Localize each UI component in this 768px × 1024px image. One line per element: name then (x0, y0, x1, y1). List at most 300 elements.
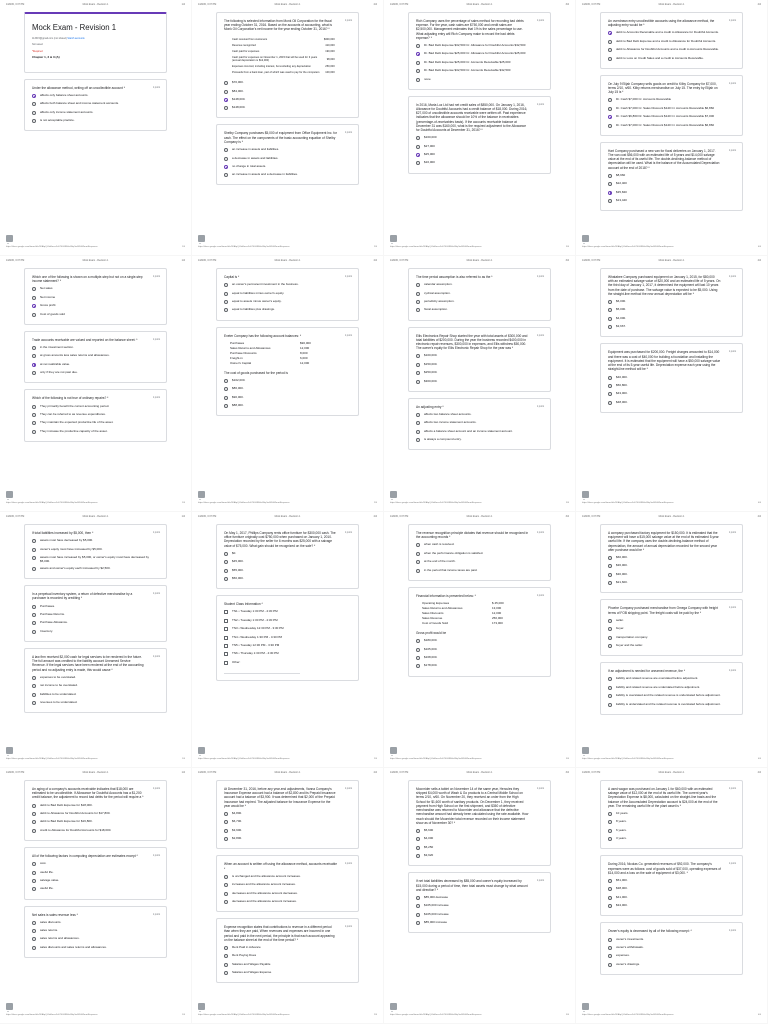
radio-icon[interactable] (608, 904, 612, 908)
answer-option[interactable] (224, 812, 351, 817)
answer-option[interactable] (32, 879, 159, 884)
answer-option[interactable] (608, 115, 735, 120)
radio-icon[interactable] (608, 837, 612, 841)
radio-icon[interactable] (416, 61, 420, 65)
answer-option[interactable] (32, 693, 159, 698)
radio-icon[interactable] (224, 883, 228, 887)
radio-icon[interactable] (224, 300, 228, 304)
answer-option[interactable] (608, 677, 735, 682)
radio-selected-icon[interactable] (608, 115, 612, 119)
answer-option[interactable] (224, 900, 351, 905)
radio-icon[interactable] (32, 929, 36, 933)
radio-icon[interactable] (416, 904, 420, 908)
radio-icon[interactable] (32, 102, 36, 106)
answer-option[interactable] (32, 94, 159, 99)
radio-icon[interactable] (224, 292, 228, 296)
answer-option[interactable] (32, 111, 159, 116)
radio-icon[interactable] (608, 401, 612, 405)
answer-option[interactable] (416, 656, 543, 661)
checkbox-icon[interactable] (224, 644, 228, 648)
radio-icon[interactable] (32, 862, 36, 866)
answer-option[interactable] (32, 605, 159, 610)
answer-option[interactable] (608, 694, 735, 699)
answer-option[interactable] (416, 560, 543, 565)
answer-option[interactable] (608, 376, 735, 381)
answer-option[interactable] (224, 552, 351, 557)
radio-icon[interactable] (32, 567, 36, 571)
radio-icon[interactable] (608, 384, 612, 388)
radio-icon[interactable] (224, 552, 228, 556)
radio-icon[interactable] (608, 644, 612, 648)
radio-icon[interactable] (224, 404, 228, 408)
answer-option[interactable] (608, 40, 735, 45)
answer-option[interactable] (32, 676, 159, 681)
radio-icon[interactable] (608, 954, 612, 958)
answer-option[interactable] (416, 921, 543, 926)
answer-option[interactable] (416, 438, 543, 443)
radio-icon[interactable] (32, 879, 36, 883)
answer-option[interactable] (416, 371, 543, 376)
answer-option[interactable] (608, 98, 735, 103)
radio-icon[interactable] (416, 44, 420, 48)
answer-option[interactable] (224, 875, 351, 880)
answer-option[interactable] (416, 430, 543, 435)
radio-icon[interactable] (32, 430, 36, 434)
answer-option[interactable] (416, 829, 543, 834)
radio-icon[interactable] (224, 173, 228, 177)
answer-option[interactable] (416, 300, 543, 305)
radio-icon[interactable] (224, 569, 228, 573)
radio-icon[interactable] (224, 946, 228, 950)
answer-option[interactable] (416, 283, 543, 288)
answer-option[interactable] (32, 304, 159, 309)
radio-selected-icon[interactable] (608, 31, 612, 35)
answer-option[interactable] (416, 639, 543, 644)
radio-icon[interactable] (608, 887, 612, 891)
radio-icon[interactable] (32, 820, 36, 824)
radio-icon[interactable] (416, 69, 420, 73)
radio-icon[interactable] (32, 287, 36, 291)
answer-option[interactable] (224, 569, 351, 574)
checkbox-option[interactable] (224, 619, 351, 624)
answer-option[interactable] (32, 102, 159, 107)
radio-icon[interactable] (32, 937, 36, 941)
radio-icon[interactable] (608, 300, 612, 304)
radio-icon[interactable] (608, 564, 612, 568)
answer-option[interactable] (32, 804, 159, 809)
answer-option[interactable] (224, 157, 351, 162)
answer-option[interactable] (224, 396, 351, 401)
radio-icon[interactable] (416, 430, 420, 434)
answer-option[interactable] (608, 686, 735, 691)
radio-icon[interactable] (416, 145, 420, 149)
answer-option[interactable] (416, 552, 543, 557)
checkbox-icon[interactable] (224, 619, 228, 623)
radio-icon[interactable] (608, 812, 612, 816)
answer-option[interactable] (32, 887, 159, 892)
answer-option[interactable] (416, 421, 543, 426)
radio-icon[interactable] (608, 820, 612, 824)
answer-option[interactable] (32, 287, 159, 292)
answer-option[interactable] (416, 664, 543, 669)
radio-icon[interactable] (32, 539, 36, 543)
radio-icon[interactable] (608, 392, 612, 396)
radio-icon[interactable] (608, 98, 612, 102)
radio-icon[interactable] (32, 421, 36, 425)
radio-icon[interactable] (32, 296, 36, 300)
answer-option[interactable] (608, 837, 735, 842)
radio-icon[interactable] (608, 57, 612, 61)
radio-icon[interactable] (416, 837, 420, 841)
radio-icon[interactable] (32, 613, 36, 617)
answer-option[interactable] (32, 937, 159, 942)
radio-icon[interactable] (416, 656, 420, 660)
radio-icon[interactable] (608, 946, 612, 950)
radio-icon[interactable] (608, 308, 612, 312)
radio-icon[interactable] (416, 78, 420, 82)
radio-icon[interactable] (416, 438, 420, 442)
radio-icon[interactable] (32, 111, 36, 115)
radio-icon[interactable] (32, 676, 36, 680)
radio-icon[interactable] (608, 199, 612, 203)
radio-icon[interactable] (416, 648, 420, 652)
radio-icon[interactable] (224, 387, 228, 391)
radio-icon[interactable] (416, 380, 420, 384)
radio-icon[interactable] (32, 346, 36, 350)
answer-option[interactable] (32, 684, 159, 689)
answer-option[interactable] (608, 896, 735, 901)
answer-option[interactable] (224, 106, 351, 111)
radio-icon[interactable] (224, 875, 228, 879)
answer-option[interactable] (608, 182, 735, 187)
radio-icon[interactable] (416, 921, 420, 925)
radio-icon[interactable] (224, 81, 228, 85)
answer-option[interactable] (224, 577, 351, 582)
radio-icon[interactable] (416, 913, 420, 917)
radio-icon[interactable] (224, 577, 228, 581)
radio-icon[interactable] (608, 48, 612, 52)
radio-icon[interactable] (32, 605, 36, 609)
answer-option[interactable] (416, 896, 543, 901)
answer-option[interactable] (416, 380, 543, 385)
answer-option[interactable] (416, 543, 543, 548)
radio-icon[interactable] (32, 871, 36, 875)
radio-icon[interactable] (32, 946, 36, 950)
radio-icon[interactable] (32, 413, 36, 417)
radio-icon[interactable] (224, 837, 228, 841)
answer-option[interactable] (32, 405, 159, 410)
answer-option[interactable] (32, 630, 159, 635)
radio-icon[interactable] (608, 938, 612, 942)
checkbox-icon[interactable] (224, 636, 228, 640)
answer-option[interactable] (224, 404, 351, 409)
answer-option[interactable] (224, 946, 351, 951)
radio-icon[interactable] (224, 954, 228, 958)
checkbox-option[interactable] (224, 652, 351, 657)
answer-option[interactable] (608, 636, 735, 641)
answer-option[interactable] (608, 107, 735, 112)
radio-icon[interactable] (224, 971, 228, 975)
radio-icon[interactable] (32, 405, 36, 409)
radio-selected-icon[interactable] (416, 153, 420, 157)
radio-icon[interactable] (32, 354, 36, 358)
answer-option[interactable] (608, 644, 735, 649)
answer-option[interactable] (416, 61, 543, 66)
radio-icon[interactable] (416, 300, 420, 304)
answer-option[interactable] (416, 292, 543, 297)
radio-icon[interactable] (224, 829, 228, 833)
answer-option[interactable] (416, 569, 543, 574)
radio-icon[interactable] (32, 371, 36, 375)
answer-option[interactable] (32, 621, 159, 626)
radio-icon[interactable] (32, 921, 36, 925)
answer-option[interactable] (224, 387, 351, 392)
answer-option[interactable] (608, 199, 735, 204)
answer-option[interactable] (608, 124, 735, 129)
radio-selected-icon[interactable] (608, 191, 612, 195)
answer-option[interactable] (416, 413, 543, 418)
radio-icon[interactable] (224, 892, 228, 896)
answer-option[interactable] (608, 317, 735, 322)
answer-option[interactable] (224, 379, 351, 384)
radio-icon[interactable] (608, 325, 612, 329)
answer-option[interactable] (32, 567, 159, 572)
answer-option[interactable] (32, 556, 159, 564)
answer-option[interactable] (32, 371, 159, 376)
answer-option[interactable] (224, 98, 351, 103)
radio-icon[interactable] (608, 636, 612, 640)
radio-icon[interactable] (224, 812, 228, 816)
radio-icon[interactable] (224, 900, 228, 904)
radio-icon[interactable] (608, 124, 612, 128)
answer-option[interactable] (224, 883, 351, 888)
answer-option[interactable] (32, 921, 159, 926)
radio-icon[interactable] (608, 182, 612, 186)
radio-icon[interactable] (32, 887, 36, 891)
radio-selected-icon[interactable] (32, 94, 36, 98)
answer-option[interactable] (416, 136, 543, 141)
answer-option[interactable] (608, 556, 735, 561)
checkbox-option[interactable] (224, 636, 351, 641)
radio-icon[interactable] (608, 703, 612, 707)
checkbox-icon[interactable] (224, 661, 228, 665)
radio-selected-icon[interactable] (224, 98, 228, 102)
answer-option[interactable] (608, 581, 735, 586)
radio-icon[interactable] (32, 548, 36, 552)
radio-icon[interactable] (608, 174, 612, 178)
radio-icon[interactable] (32, 804, 36, 808)
answer-option[interactable] (224, 560, 351, 565)
radio-icon[interactable] (32, 693, 36, 697)
checkbox-icon[interactable] (224, 610, 228, 614)
answer-option[interactable] (416, 854, 543, 859)
answer-option[interactable] (608, 57, 735, 62)
answer-option[interactable] (608, 564, 735, 569)
radio-icon[interactable] (224, 379, 228, 383)
radio-icon[interactable] (416, 363, 420, 367)
radio-icon[interactable] (224, 157, 228, 161)
answer-option[interactable] (224, 90, 351, 95)
answer-option[interactable] (416, 145, 543, 150)
answer-option[interactable] (608, 829, 735, 834)
radio-icon[interactable] (224, 106, 228, 110)
answer-option[interactable] (608, 963, 735, 968)
radio-icon[interactable] (608, 317, 612, 321)
radio-icon[interactable] (608, 573, 612, 577)
answer-option[interactable] (32, 421, 159, 426)
answer-option[interactable] (608, 887, 735, 892)
answer-option[interactable] (416, 846, 543, 851)
radio-icon[interactable] (608, 619, 612, 623)
answer-option[interactable] (32, 812, 159, 817)
radio-icon[interactable] (416, 543, 420, 547)
answer-option[interactable] (224, 81, 351, 86)
answer-option[interactable] (224, 829, 351, 834)
answer-option[interactable] (608, 812, 735, 817)
answer-option[interactable] (224, 892, 351, 897)
answer-option[interactable] (224, 971, 351, 976)
checkbox-option[interactable] (224, 627, 351, 632)
radio-icon[interactable] (224, 396, 228, 400)
answer-option[interactable] (224, 292, 351, 297)
answer-option[interactable] (416, 153, 543, 158)
answer-option[interactable] (608, 191, 735, 196)
radio-icon[interactable] (416, 560, 420, 564)
radio-icon[interactable] (32, 829, 36, 833)
radio-icon[interactable] (224, 308, 228, 312)
radio-icon[interactable] (32, 630, 36, 634)
radio-icon[interactable] (224, 560, 228, 564)
radio-icon[interactable] (32, 119, 36, 123)
answer-option[interactable] (608, 325, 735, 330)
answer-option[interactable] (608, 308, 735, 313)
answer-option[interactable] (608, 573, 735, 578)
answer-option[interactable] (608, 174, 735, 179)
radio-icon[interactable] (416, 308, 420, 312)
answer-option[interactable] (608, 904, 735, 909)
radio-icon[interactable] (416, 664, 420, 668)
radio-icon[interactable] (224, 963, 228, 967)
radio-icon[interactable] (608, 963, 612, 967)
radio-icon[interactable] (32, 556, 36, 560)
answer-option[interactable] (32, 539, 159, 544)
answer-option[interactable] (32, 354, 159, 359)
radio-icon[interactable] (416, 371, 420, 375)
radio-icon[interactable] (416, 421, 420, 425)
answer-option[interactable] (608, 384, 735, 389)
answer-option[interactable] (416, 904, 543, 909)
answer-option[interactable] (608, 619, 735, 624)
radio-icon[interactable] (224, 820, 228, 824)
radio-selected-icon[interactable] (32, 304, 36, 308)
answer-option[interactable] (32, 701, 159, 706)
radio-icon[interactable] (32, 621, 36, 625)
radio-icon[interactable] (608, 694, 612, 698)
answer-option[interactable] (32, 820, 159, 825)
radio-icon[interactable] (416, 829, 420, 833)
checkbox-icon[interactable] (224, 627, 228, 631)
answer-option[interactable] (224, 165, 351, 170)
answer-option[interactable] (32, 946, 159, 951)
radio-icon[interactable] (416, 413, 420, 417)
answer-option[interactable] (608, 48, 735, 53)
answer-option[interactable] (416, 363, 543, 368)
radio-icon[interactable] (608, 627, 612, 631)
answer-option[interactable] (32, 313, 159, 318)
answer-option[interactable] (416, 78, 543, 83)
answer-option[interactable] (32, 119, 159, 124)
radio-icon[interactable] (32, 313, 36, 317)
answer-option[interactable] (32, 871, 159, 876)
answer-option[interactable] (32, 929, 159, 934)
radio-icon[interactable] (608, 107, 612, 111)
checkbox-option[interactable] (224, 644, 351, 649)
radio-icon[interactable] (608, 896, 612, 900)
answer-option[interactable] (32, 829, 159, 834)
checkbox-icon[interactable] (224, 652, 228, 656)
answer-option[interactable] (224, 963, 351, 968)
answer-option[interactable] (416, 69, 543, 74)
answer-option[interactable] (224, 820, 351, 825)
answer-option[interactable] (224, 300, 351, 305)
checkbox-option[interactable] (224, 610, 351, 615)
answer-option[interactable] (608, 300, 735, 305)
answer-option[interactable] (608, 954, 735, 959)
radio-icon[interactable] (608, 829, 612, 833)
answer-option[interactable] (32, 613, 159, 618)
answer-option[interactable] (608, 879, 735, 884)
answer-option[interactable] (32, 548, 159, 553)
radio-icon[interactable] (416, 552, 420, 556)
answer-option[interactable] (608, 401, 735, 406)
answer-option[interactable] (416, 44, 543, 49)
answer-option[interactable] (416, 308, 543, 313)
answer-option[interactable] (416, 161, 543, 166)
answer-option[interactable] (608, 946, 735, 951)
radio-icon[interactable] (416, 569, 420, 573)
radio-icon[interactable] (416, 161, 420, 165)
radio-icon[interactable] (416, 854, 420, 858)
answer-option[interactable] (416, 354, 543, 359)
answer-option[interactable] (224, 173, 351, 178)
radio-icon[interactable] (416, 136, 420, 140)
answer-option[interactable] (224, 308, 351, 313)
radio-icon[interactable] (416, 283, 420, 287)
switch-accounts-link[interactable]: Switch accounts (67, 37, 85, 41)
answer-option[interactable] (416, 52, 543, 57)
radio-icon[interactable] (608, 879, 612, 883)
radio-icon[interactable] (416, 896, 420, 900)
radio-icon[interactable] (32, 684, 36, 688)
radio-selected-icon[interactable] (416, 52, 420, 56)
radio-icon[interactable] (416, 639, 420, 643)
radio-icon[interactable] (608, 677, 612, 681)
answer-option[interactable] (608, 703, 735, 708)
radio-icon[interactable] (608, 376, 612, 380)
radio-icon[interactable] (32, 701, 36, 705)
answer-option[interactable] (224, 954, 351, 959)
answer-option[interactable] (608, 392, 735, 397)
answer-option[interactable] (32, 296, 159, 301)
radio-icon[interactable] (32, 812, 36, 816)
radio-icon[interactable] (608, 40, 612, 44)
answer-option[interactable] (224, 283, 351, 288)
radio-selected-icon[interactable] (224, 165, 228, 169)
answer-option[interactable] (608, 627, 735, 632)
radio-icon[interactable] (224, 283, 228, 287)
answer-option[interactable] (608, 820, 735, 825)
answer-option[interactable] (32, 430, 159, 435)
